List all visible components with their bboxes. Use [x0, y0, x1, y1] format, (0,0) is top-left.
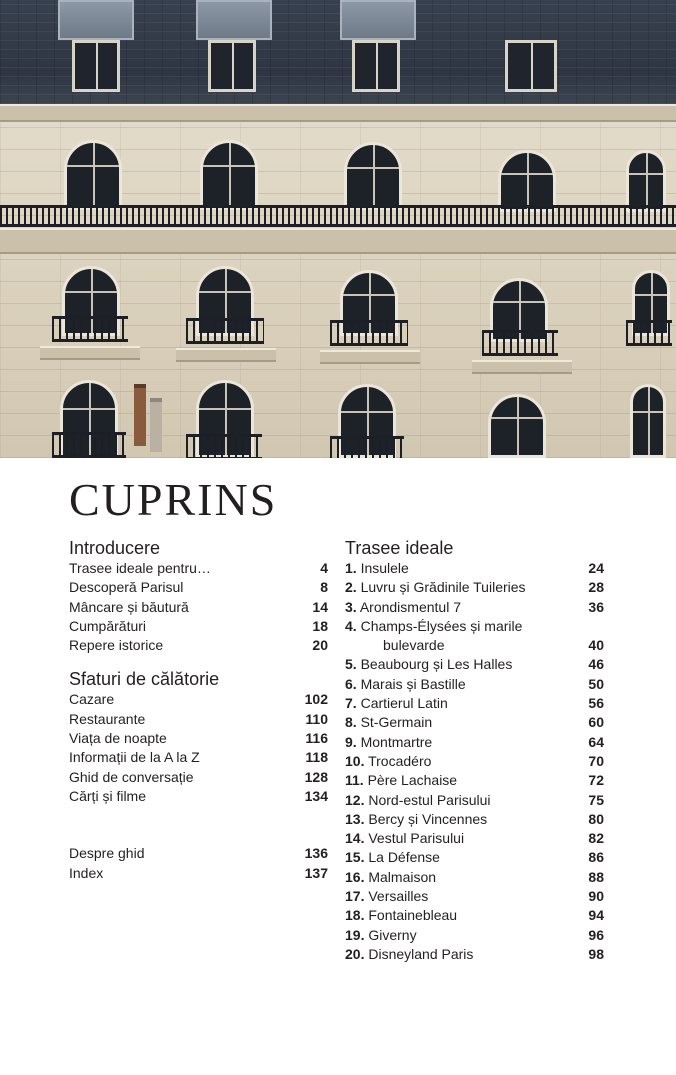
balcony-railing: [482, 330, 558, 356]
toc-entry-number: 4.: [345, 617, 357, 634]
toc-entry-page: 96: [588, 926, 604, 943]
page-title: CUPRINS: [69, 474, 278, 525]
toc-entry-label: Repere istorice: [69, 637, 164, 654]
toc-entry-page: 110: [305, 710, 328, 727]
toc-entry-page: 24: [588, 560, 604, 576]
toc-entry[interactable]: [345, 791, 604, 810]
toc-entry-label: [345, 848, 580, 867]
toc-entry[interactable]: [69, 710, 328, 729]
toc-entry-page: 56: [588, 695, 604, 712]
toc-entry-text: Bercy și Vincennes: [368, 810, 488, 827]
toc-entry-label: Viața de noapte: [69, 730, 167, 747]
window: [630, 384, 666, 458]
toc-entry[interactable]: [345, 578, 604, 597]
toc-entry-page: 40: [588, 637, 604, 654]
balcony-railing: [52, 316, 128, 342]
toc-entry-text: Giverny: [368, 926, 417, 943]
toc-entry-text: Malmaison: [368, 868, 437, 885]
section-heading-trasee: Trasee ideale: [345, 538, 454, 558]
dormer: [196, 0, 272, 40]
toc-entry-number: 1.: [345, 560, 357, 576]
toc-entry-number: 17.: [345, 888, 365, 905]
toc-entry-page: 75: [588, 791, 604, 808]
toc-entry-label: Cazare: [69, 691, 115, 708]
toc-entry-page: 80: [588, 810, 604, 827]
toc-entry-number: 18.: [345, 907, 365, 924]
toc-entry-label: Despre ghid: [69, 845, 145, 862]
toc-entry[interactable]: [345, 675, 604, 694]
dormer: [340, 0, 416, 40]
toc-list-introducere: [69, 559, 328, 655]
toc-entry-number: 11.: [345, 772, 364, 789]
toc-entry-page: 116: [305, 730, 328, 747]
toc-entry-text: Fontainebleau: [368, 907, 458, 924]
toc-entry[interactable]: [345, 598, 604, 617]
toc-entry-page: 18: [312, 617, 328, 634]
toc-entry-label: Cumpărături: [69, 617, 147, 634]
toc-entry-text: Disneyland Paris: [368, 945, 474, 962]
window: [64, 140, 122, 210]
toc-entry-number: 12.: [345, 791, 365, 808]
toc-entry-page: 137: [304, 864, 328, 881]
toc-entry[interactable]: [345, 848, 604, 867]
toc-entry-number: 10.: [345, 752, 365, 769]
toc-entry-label: [345, 675, 580, 694]
balcony-railing: [52, 432, 126, 458]
spacer: [69, 806, 328, 844]
toc-entry-text: Insulele: [360, 560, 409, 576]
toc-entry-text: Père Lachaise: [367, 772, 458, 789]
toc-entry-page: 128: [304, 768, 328, 785]
toc-entry-page: 90: [588, 888, 604, 905]
toc-entry-number: 13.: [345, 810, 365, 827]
balcony-railing: [186, 318, 264, 344]
toc-entry-label: [345, 945, 580, 964]
toc-entry[interactable]: [345, 945, 604, 964]
section-heading-introducere: Introducere: [69, 538, 161, 558]
toc-list-sfaturi: [69, 690, 328, 806]
toc-left-column: [69, 537, 328, 883]
toc-entry-page: 72: [588, 772, 604, 789]
toc-entry-text: Marais și Bastille: [360, 675, 466, 692]
toc-entry-number: 7.: [345, 695, 357, 712]
toc-entry[interactable]: [345, 926, 604, 945]
toc-entry-text: Beaubourg și Les Halles: [360, 656, 513, 673]
toc-entry-page: 28: [588, 579, 604, 596]
section-heading-sfaturi: Sfaturi de călătorie: [69, 669, 220, 690]
toc-entry-text: Champs-Élysées și marile: [360, 617, 523, 634]
window: [488, 394, 546, 458]
toc-entry[interactable]: [345, 771, 604, 790]
toc-entry-label: [345, 694, 580, 713]
toc-entry-text: Trocadéro: [368, 752, 432, 769]
dormer-window: [352, 40, 400, 92]
balcony-railing: [330, 436, 404, 458]
toc-entry-label: [345, 559, 580, 578]
toc-entry-number: 14.: [345, 830, 365, 847]
hero-photo: [0, 0, 676, 458]
toc-entry[interactable]: [69, 787, 328, 806]
toc-entry[interactable]: [345, 868, 604, 887]
toc-entry[interactable]: [345, 694, 604, 713]
toc-entry-text-continued: bulevarde: [383, 637, 445, 654]
toc-entry[interactable]: [69, 864, 328, 883]
toc-entry-label: Mâncare și băutură: [69, 598, 189, 615]
toc-list-extra: [69, 844, 328, 883]
toc-entry-number: 6.: [345, 675, 357, 692]
toc-entry-label: Index: [69, 864, 104, 881]
toc-entry-label: Cărți și filme: [69, 787, 147, 804]
balcony-railing: [0, 205, 676, 227]
toc-entry[interactable]: [69, 690, 328, 709]
toc-entry-page: 88: [588, 868, 604, 885]
toc-entry[interactable]: [69, 559, 328, 578]
toc-entry[interactable]: [345, 752, 604, 771]
toc-entry-label: Ghid de conversație: [69, 768, 194, 785]
toc-entry-number: 9.: [345, 733, 357, 750]
toc-entry-label: [345, 887, 580, 906]
chimney-pipe: [134, 384, 146, 446]
balcony-ledge: [0, 228, 676, 254]
toc-entry-page: 82: [588, 830, 604, 847]
toc-entry-text: Nord-estul Parisului: [368, 791, 491, 808]
chimney-pipe: [150, 398, 162, 452]
toc-entry-page: 98: [588, 945, 604, 962]
toc-entry-page: 94: [588, 907, 604, 924]
toc-entry[interactable]: [345, 617, 604, 656]
toc-entry-page: 70: [588, 752, 604, 769]
toc-entry[interactable]: [345, 559, 604, 578]
toc-entry-page: 60: [588, 714, 604, 731]
toc-entry-text: St-Germain: [360, 714, 433, 731]
toc-entry-label: [345, 791, 580, 810]
toc-entry[interactable]: [69, 748, 328, 767]
toc-entry-number: 5.: [345, 656, 357, 673]
dormer-window: [208, 40, 256, 92]
balcony-railing: [186, 434, 262, 458]
toc-entry[interactable]: [69, 729, 328, 748]
window: [200, 140, 258, 210]
toc-entry-number: 19.: [345, 926, 365, 943]
toc-entry[interactable]: [69, 844, 328, 863]
toc-entry-label: [345, 906, 580, 925]
toc-entry[interactable]: [69, 768, 328, 787]
toc-entry-number: 16.: [345, 868, 365, 885]
toc-entry-label: [345, 771, 580, 790]
toc-entry-label: [345, 713, 580, 732]
toc-entry-page: 8: [320, 579, 328, 596]
toc-entry[interactable]: [345, 713, 604, 732]
toc-entry[interactable]: [345, 829, 604, 848]
toc-entry[interactable]: [345, 655, 604, 674]
window-ledge: [472, 360, 572, 374]
toc-entry[interactable]: [69, 598, 328, 617]
toc-entry[interactable]: [345, 906, 604, 925]
toc-entry-label: [345, 598, 580, 617]
toc-entry-page: 4: [320, 560, 328, 576]
toc-entry-text: Vestul Parisului: [368, 830, 465, 847]
balcony-railing: [330, 320, 408, 346]
toc-entry-page: 20: [312, 637, 328, 654]
toc-entry-label: [345, 733, 580, 752]
toc-right-column: [345, 537, 604, 964]
toc-list-trasee: [345, 559, 604, 964]
toc-entry-number: 20.: [345, 945, 365, 962]
toc-entry-label: [345, 655, 580, 674]
toc-entry[interactable]: [69, 578, 328, 597]
toc-entry-number: 8.: [345, 714, 357, 731]
toc-entry-text: Montmartre: [360, 733, 433, 750]
toc-entry-page: 136: [304, 845, 328, 862]
toc-entry-label: [345, 578, 580, 597]
toc-entry-page: 102: [304, 691, 328, 708]
dormer-window: [505, 40, 557, 92]
toc-entry-number: 2.: [345, 579, 357, 596]
window-ledge: [176, 348, 276, 362]
toc-entry-page: 14: [312, 598, 328, 615]
toc-entry[interactable]: [345, 733, 604, 752]
window: [626, 150, 666, 212]
toc-entry-label: [345, 810, 580, 829]
toc-entry-page: 64: [588, 733, 604, 750]
window-ledge: [40, 346, 140, 360]
window: [344, 142, 402, 210]
toc-entry[interactable]: [345, 810, 604, 829]
window: [498, 150, 556, 212]
balcony-railing: [626, 320, 672, 346]
toc-entry-page: 118: [305, 749, 328, 766]
dormer-window: [72, 40, 120, 92]
toc-entry-number: 15.: [345, 849, 365, 866]
toc-entry-text: Cartierul Latin: [360, 695, 448, 712]
toc-entry-label: Descoperă Parisul: [69, 579, 184, 596]
toc-entry-text: La Défense: [368, 849, 440, 866]
cornice: [0, 104, 676, 122]
toc-entry-label: [345, 868, 580, 887]
window-ledge: [320, 350, 420, 364]
toc-entry-page: 86: [588, 849, 604, 866]
toc-entry-page: 134: [304, 787, 328, 804]
toc-entry[interactable]: [69, 636, 328, 655]
toc-entry-text: Versailles: [368, 888, 429, 905]
dormer: [58, 0, 134, 40]
toc-entry-page: 46: [588, 656, 604, 673]
toc-entry-page: 36: [588, 598, 604, 615]
toc-entry[interactable]: [69, 617, 328, 636]
toc-entry-label: Restaurante: [69, 710, 146, 727]
toc-entry-label: Trasee ideale pentru…: [69, 560, 211, 576]
mansard-roof: [0, 0, 676, 104]
toc-entry-label: Informații de la A la Z: [69, 749, 200, 766]
toc-entry-text: Luvru și Grădinile Tuileries: [360, 579, 526, 596]
toc-entry-number: 3.: [345, 598, 357, 615]
toc-entry-label: [345, 829, 580, 848]
toc-entry-page: 50: [588, 675, 604, 692]
toc-entry-text: Arondismentul 7: [359, 598, 461, 615]
toc-entry[interactable]: [345, 887, 604, 906]
toc-entry-label: [345, 926, 580, 945]
toc-entry-label: [345, 752, 580, 771]
toc-entry-label: [345, 617, 580, 656]
